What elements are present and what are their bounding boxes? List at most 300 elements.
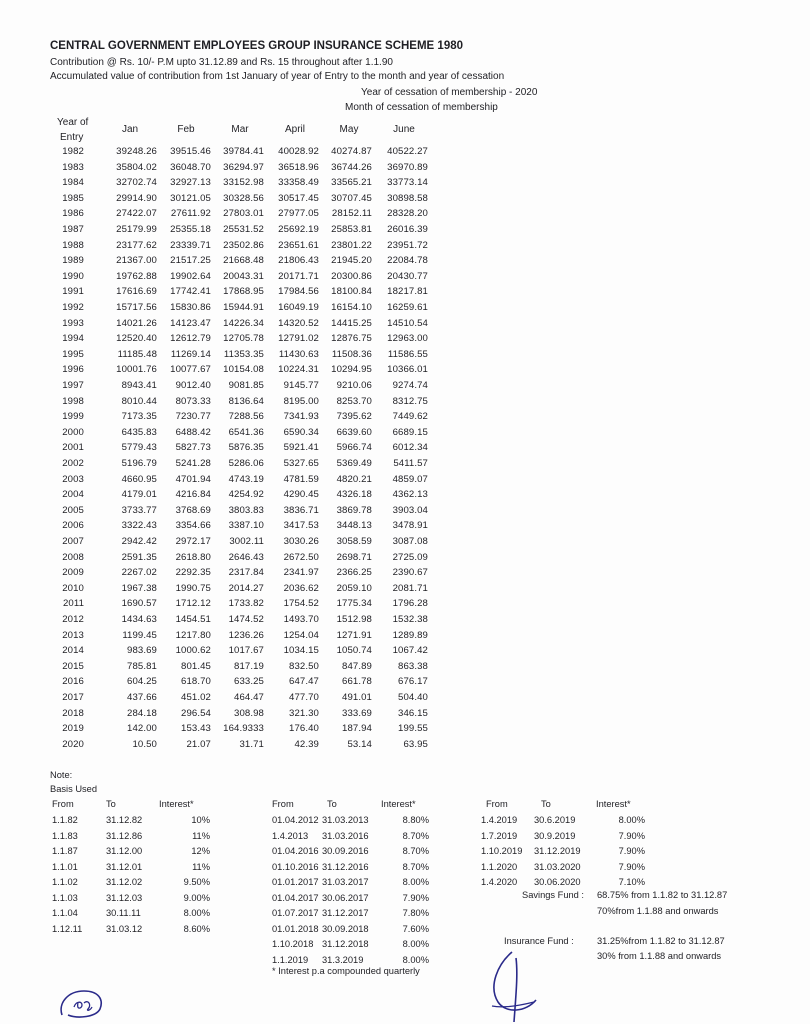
value-cell: 1712.12 xyxy=(175,598,211,610)
block2-cell: 8.00% xyxy=(402,954,429,965)
value-cell: 676.17 xyxy=(398,676,428,688)
value-cell: 284.18 xyxy=(127,707,157,719)
value-cell: 2646.43 xyxy=(228,551,264,563)
block1-cell: 31.03.12 xyxy=(106,923,143,934)
value-cell: 2390.67 xyxy=(392,567,428,579)
block2-cell: 30.09.2018 xyxy=(322,923,369,934)
entry-year-cell: 1990 xyxy=(62,270,84,282)
value-cell: 3417.53 xyxy=(283,520,319,532)
value-cell: 19902.64 xyxy=(170,270,211,282)
block2-cell: 7.90% xyxy=(402,892,429,903)
block1-cell: 1.1.87 xyxy=(52,846,78,856)
value-cell: 5876.35 xyxy=(228,442,264,454)
entry-year-cell: 2009 xyxy=(62,567,84,579)
value-cell: 39784.41 xyxy=(223,146,264,157)
value-cell: 32702.74 xyxy=(116,177,157,189)
value-cell: 1990.75 xyxy=(175,582,211,594)
value-cell: 9274.74 xyxy=(392,380,428,391)
value-cell: 12520.40 xyxy=(116,333,157,345)
block3-cell: 7.90% xyxy=(618,846,645,856)
block2-cell: 01.07.2017 xyxy=(272,908,319,918)
entry-year-cell: 1998 xyxy=(62,395,84,407)
value-cell: 1236.26 xyxy=(228,629,264,641)
value-cell: 1512.98 xyxy=(336,614,372,625)
value-cell: 12963.00 xyxy=(387,333,428,345)
value-cell: 26016.39 xyxy=(387,224,428,235)
value-cell: 333.69 xyxy=(342,707,372,719)
value-cell: 25531.52 xyxy=(223,224,264,235)
month-header: April xyxy=(284,124,305,135)
value-cell: 15830.86 xyxy=(170,302,211,313)
value-cell: 5827.73 xyxy=(175,442,211,454)
savings-fund-line1: 68.75% from 1.1.82 to 31.12.87 xyxy=(597,890,728,900)
value-cell: 3448.13 xyxy=(336,520,372,532)
entry-year-cell: 1984 xyxy=(62,177,84,189)
value-cell: 1434.63 xyxy=(121,614,157,625)
value-cell: 647.47 xyxy=(289,676,319,688)
value-cell: 847.89 xyxy=(342,660,372,672)
block1-header: Interest* xyxy=(159,799,194,809)
value-cell: 2317.84 xyxy=(228,567,264,579)
value-cell: 3387.10 xyxy=(228,520,264,532)
value-cell: 4859.07 xyxy=(392,473,428,485)
value-cell: 296.54 xyxy=(181,707,211,719)
document-title: CENTRAL GOVERNMENT EMPLOYEES GROUP INSURANCE SCHEME 1980 xyxy=(50,40,464,52)
entry-year-cell: 2002 xyxy=(62,458,84,469)
value-cell: 3058.59 xyxy=(336,536,372,547)
value-cell: 2618.80 xyxy=(175,551,211,563)
value-cell: 10366.01 xyxy=(387,364,428,376)
value-cell: 30328.56 xyxy=(223,192,264,204)
value-cell: 4179.01 xyxy=(121,489,157,501)
value-cell: 36294.97 xyxy=(223,161,264,173)
month-header: Feb xyxy=(177,124,195,135)
value-cell: 308.98 xyxy=(234,707,264,719)
block1-cell: 12% xyxy=(191,846,210,856)
value-cell: 1690.57 xyxy=(121,598,157,610)
value-cell: 3903.04 xyxy=(392,504,428,516)
month-header: Jan xyxy=(121,124,139,135)
entry-year-cell: 2000 xyxy=(62,426,84,438)
value-cell: 321.30 xyxy=(289,707,319,719)
value-cell: 477.70 xyxy=(289,692,319,703)
value-cell: 2036.62 xyxy=(283,582,319,594)
value-cell: 3087.08 xyxy=(392,536,428,547)
value-cell: 1000.62 xyxy=(175,645,211,657)
value-cell: 4216.84 xyxy=(175,489,211,501)
value-cell: 30121.05 xyxy=(170,192,211,204)
value-cell: 10077.67 xyxy=(170,364,211,376)
entry-year-cell: 1991 xyxy=(62,286,84,298)
value-cell: 25355.18 xyxy=(170,224,211,235)
value-cell: 25853.81 xyxy=(331,224,372,235)
month-header: June xyxy=(393,124,415,135)
value-cell: 3803.83 xyxy=(228,504,264,516)
savings-fund-label: Savings Fund : xyxy=(522,890,585,900)
basis-used-label: Basis Used xyxy=(50,784,98,794)
value-cell: 28152.11 xyxy=(331,208,372,220)
value-cell: 36744.26 xyxy=(331,161,372,173)
entry-year-cell: 1982 xyxy=(62,146,84,157)
value-cell: 661.78 xyxy=(342,676,372,688)
entry-year-cell: 2015 xyxy=(62,660,84,672)
value-cell: 33358.49 xyxy=(278,177,319,189)
value-cell: 5369.49 xyxy=(336,458,372,469)
value-cell: 2672.50 xyxy=(283,551,319,563)
entry-year-cell: 1994 xyxy=(62,333,84,345)
entry-year-cell: 1999 xyxy=(62,411,84,423)
value-cell: 3768.69 xyxy=(175,504,211,516)
entry-year-cell: 2004 xyxy=(62,489,84,501)
value-cell: 2972.17 xyxy=(175,536,211,547)
block1-header: To xyxy=(106,799,116,809)
value-cell: 21.07 xyxy=(186,738,211,750)
value-cell: 36970.89 xyxy=(387,161,428,173)
savings-fund-line2: 70%from 1.1.88 and onwards xyxy=(597,906,719,916)
value-cell: 11586.55 xyxy=(387,348,428,360)
entry-year-cell: 2006 xyxy=(62,520,84,532)
value-cell: 2366.25 xyxy=(336,567,372,579)
block3-cell: 1.7.2019 xyxy=(481,830,518,841)
value-cell: 17984.56 xyxy=(278,286,319,298)
value-cell: 5966.74 xyxy=(336,442,372,454)
value-cell: 15944.91 xyxy=(223,302,264,313)
value-cell: 9145.77 xyxy=(283,380,319,391)
value-cell: 42.39 xyxy=(294,738,319,750)
insurance-fund-line1: 31.25%from 1.1.82 to 31.12.87 xyxy=(597,936,725,946)
value-cell: 1532.38 xyxy=(392,614,428,625)
value-cell: 10154.08 xyxy=(223,364,264,376)
value-cell: 30898.58 xyxy=(387,192,428,204)
entry-year-cell: 2020 xyxy=(62,738,84,750)
value-cell: 6689.15 xyxy=(392,426,428,438)
block2-cell: 1.1.2019 xyxy=(272,954,309,965)
entry-year-cell: 2007 xyxy=(62,536,84,547)
value-cell: 3354.66 xyxy=(175,520,211,532)
value-cell: 4781.59 xyxy=(283,473,319,485)
value-cell: 11508.36 xyxy=(331,348,372,360)
entry-year-cell: 2018 xyxy=(62,707,84,719)
block2-cell: 1.10.2018 xyxy=(272,939,314,949)
value-cell: 1493.70 xyxy=(283,614,319,625)
value-cell: 21806.43 xyxy=(278,255,319,267)
value-cell: 23651.61 xyxy=(278,239,319,251)
value-cell: 5411.57 xyxy=(393,458,428,469)
value-cell: 22084.78 xyxy=(387,255,428,267)
block2-cell: 8.00% xyxy=(402,877,429,887)
block2-cell: 8.80% xyxy=(402,815,429,825)
block2-cell: 01.04.2012 xyxy=(272,815,319,825)
value-cell: 2698.71 xyxy=(336,551,372,563)
value-cell: 801.45 xyxy=(181,660,211,672)
value-cell: 1289.89 xyxy=(392,629,428,641)
value-cell: 20300.86 xyxy=(331,270,372,282)
block2-cell: 01.01.2017 xyxy=(272,877,319,887)
value-cell: 6488.42 xyxy=(175,426,211,438)
value-cell: 33773.14 xyxy=(387,177,428,189)
block1-cell: 8.00% xyxy=(183,908,210,918)
value-cell: 12612.79 xyxy=(170,333,211,345)
value-cell: 40274.87 xyxy=(331,146,372,157)
value-cell: 39248.26 xyxy=(116,146,157,157)
block3-cell: 30.06.2020 xyxy=(534,877,581,887)
value-cell: 8312.75 xyxy=(392,395,428,407)
value-cell: 1217.80 xyxy=(175,629,211,641)
value-cell: 5241.28 xyxy=(175,458,211,469)
block1-cell: 31.12.01 xyxy=(106,861,143,872)
block1-cell: 31.12.82 xyxy=(106,815,143,825)
handwritten-signature xyxy=(478,950,558,1024)
value-cell: 1067.42 xyxy=(392,645,428,657)
value-cell: 2059.10 xyxy=(336,582,372,594)
value-cell: 27611.92 xyxy=(170,208,211,220)
value-cell: 36518.96 xyxy=(278,161,319,173)
value-cell: 1199.45 xyxy=(122,629,157,641)
block1-cell: 31.12.02 xyxy=(106,877,143,887)
value-cell: 27422.07 xyxy=(116,208,157,220)
value-cell: 23951.72 xyxy=(387,239,428,251)
note-label: Note: xyxy=(50,770,73,780)
block1-cell: 1.1.83 xyxy=(52,830,78,841)
value-cell: 7449.62 xyxy=(392,411,428,423)
entry-year-cell: 2017 xyxy=(62,692,84,703)
value-cell: 451.02 xyxy=(181,692,211,703)
value-cell: 7173.35 xyxy=(121,411,157,423)
block1-cell: 1.1.03 xyxy=(52,892,78,903)
value-cell: 10.50 xyxy=(132,738,157,750)
month-header: Mar xyxy=(231,124,249,135)
value-cell: 28328.20 xyxy=(387,208,428,220)
value-cell: 2725.09 xyxy=(392,551,428,563)
value-cell: 2014.27 xyxy=(228,582,264,594)
block2-cell: 31.03.2017 xyxy=(322,877,369,887)
entry-year-cell: 1993 xyxy=(62,317,84,329)
block3-cell: 7.90% xyxy=(618,861,645,872)
value-cell: 164.9333 xyxy=(223,723,264,735)
value-cell: 12791.02 xyxy=(278,333,319,345)
value-cell: 9012.40 xyxy=(175,380,211,391)
value-cell: 27977.05 xyxy=(278,208,319,220)
insurance-fund-line2: 30% from 1.1.88 and onwards xyxy=(597,951,722,961)
value-cell: 4362.13 xyxy=(392,489,428,501)
value-cell: 5286.06 xyxy=(228,458,264,469)
value-cell: 1474.52 xyxy=(228,614,264,625)
value-cell: 604.25 xyxy=(127,676,157,688)
value-cell: 11353.35 xyxy=(223,348,264,360)
value-cell: 1254.04 xyxy=(283,629,319,641)
value-cell: 5779.43 xyxy=(121,442,157,454)
value-cell: 17616.69 xyxy=(116,286,157,298)
value-cell: 346.15 xyxy=(398,707,428,719)
entry-year-cell: 2010 xyxy=(62,582,84,594)
block3-header: To xyxy=(541,799,551,809)
entry-year-cell: 2001 xyxy=(62,442,84,454)
value-cell: 8136.64 xyxy=(228,395,264,407)
entry-year-cell: 2011 xyxy=(62,598,84,610)
block2-cell: 8.70% xyxy=(402,830,429,841)
value-cell: 2591.35 xyxy=(121,551,157,563)
accumulated-value-note: Accumulated value of contribution from 1st January of year of Entry to the month and year of cessation xyxy=(50,71,505,82)
value-cell: 14123.47 xyxy=(170,317,211,329)
block2-cell: 31.3.2019 xyxy=(322,954,364,965)
block2-cell: 01.01.2018 xyxy=(272,923,319,934)
value-cell: 4743.19 xyxy=(228,473,264,485)
value-cell: 1967.38 xyxy=(121,582,157,594)
value-cell: 32927.13 xyxy=(170,177,211,189)
value-cell: 6639.60 xyxy=(336,426,372,438)
value-cell: 4290.45 xyxy=(283,489,319,501)
value-cell: 20171.71 xyxy=(278,270,319,282)
value-cell: 10294.95 xyxy=(331,364,372,376)
block1-cell: 11% xyxy=(192,830,210,841)
value-cell: 7341.93 xyxy=(283,411,319,423)
value-cell: 504.40 xyxy=(398,692,428,703)
value-cell: 2292.35 xyxy=(175,567,211,579)
value-cell: 8195.00 xyxy=(283,395,319,407)
entry-year-cell: 2012 xyxy=(62,614,84,625)
value-cell: 11185.48 xyxy=(117,348,157,360)
entry-year-cell: 1989 xyxy=(62,255,84,267)
block3-cell: 7.10% xyxy=(618,877,645,887)
value-cell: 142.00 xyxy=(127,723,157,735)
value-cell: 2267.02 xyxy=(121,567,157,579)
value-cell: 14320.52 xyxy=(278,317,319,329)
block2-header: From xyxy=(272,799,294,809)
value-cell: 15717.56 xyxy=(116,302,157,313)
value-cell: 23339.71 xyxy=(170,239,211,251)
value-cell: 23801.22 xyxy=(331,239,372,251)
value-cell: 1775.34 xyxy=(336,598,372,610)
block3-cell: 30.6.2019 xyxy=(534,815,576,825)
value-cell: 199.55 xyxy=(398,723,428,735)
value-cell: 53.14 xyxy=(347,738,372,750)
value-cell: 19762.88 xyxy=(116,270,157,282)
block1-cell: 1.1.01 xyxy=(52,861,78,872)
block2-cell: 30.06.2017 xyxy=(322,892,369,903)
value-cell: 31.71 xyxy=(239,738,264,750)
value-cell: 40522.27 xyxy=(387,146,428,157)
contribution-note: Contribution @ Rs. 10/- P.M upto 31.12.89 and Rs. 15 throughout after 1.1.90 xyxy=(50,57,393,68)
block1-cell: 1.1.02 xyxy=(52,877,78,887)
value-cell: 20043.31 xyxy=(223,270,264,282)
block2-header: Interest* xyxy=(381,799,416,809)
block3-header: From xyxy=(486,799,508,809)
value-cell: 17868.95 xyxy=(223,286,264,298)
block3-header: Interest* xyxy=(596,799,631,809)
block2-cell: 30.09.2016 xyxy=(322,846,369,856)
value-cell: 20430.77 xyxy=(387,270,428,282)
value-cell: 5921.41 xyxy=(283,442,319,454)
block2-cell: 31.12.2016 xyxy=(322,861,369,872)
value-cell: 8943.41 xyxy=(121,380,157,391)
value-cell: 12876.75 xyxy=(331,333,372,345)
block2-cell: 8.70% xyxy=(402,846,429,856)
value-cell: 14226.34 xyxy=(223,317,264,329)
value-cell: 25692.19 xyxy=(278,224,319,235)
value-cell: 1017.67 xyxy=(228,645,264,657)
value-cell: 8010.44 xyxy=(121,395,157,407)
block3-cell: 30.9.2019 xyxy=(534,830,576,841)
cessation-month-heading: Month of cessation of membership xyxy=(345,102,498,113)
value-cell: 33565.21 xyxy=(331,177,372,189)
value-cell: 27803.01 xyxy=(223,208,264,220)
block3-cell: 7.90% xyxy=(618,830,645,841)
value-cell: 14510.54 xyxy=(387,317,428,329)
value-cell: 7230.77 xyxy=(175,411,211,423)
value-cell: 5196.79 xyxy=(121,458,157,469)
block3-cell: 31.12.2019 xyxy=(534,846,581,856)
block3-cell: 8.00% xyxy=(618,815,645,825)
entry-year-cell: 1985 xyxy=(62,192,84,204)
value-cell: 4820.21 xyxy=(336,473,372,485)
value-cell: 40028.92 xyxy=(278,146,319,157)
entry-year-cell: 1996 xyxy=(62,364,84,376)
value-cell: 18100.84 xyxy=(331,286,372,298)
block1-cell: 1.1.04 xyxy=(52,908,78,918)
value-cell: 983.69 xyxy=(127,645,157,657)
value-cell: 11269.14 xyxy=(170,348,211,360)
value-cell: 30517.45 xyxy=(278,192,319,204)
block2-cell: 01.04.2017 xyxy=(272,892,319,903)
insurance-fund-label: Insurance Fund : xyxy=(504,936,574,946)
value-cell: 5327.65 xyxy=(283,458,319,469)
value-cell: 17742.41 xyxy=(170,286,211,298)
value-cell: 36048.70 xyxy=(170,161,211,173)
interest-footnote: * Interest p.a compounded quarterly xyxy=(272,966,420,976)
value-cell: 18217.81 xyxy=(387,286,428,298)
value-cell: 3836.71 xyxy=(283,504,319,516)
value-cell: 618.70 xyxy=(181,676,211,688)
value-cell: 7395.62 xyxy=(336,411,372,423)
value-cell: 21668.48 xyxy=(223,255,264,267)
value-cell: 6590.34 xyxy=(283,426,319,438)
block2-cell: 01.04.2016 xyxy=(272,846,319,856)
entry-year-cell: 2005 xyxy=(62,504,84,516)
entry-year-cell: 1992 xyxy=(62,302,84,313)
value-cell: 1796.28 xyxy=(392,598,428,610)
value-cell: 3002.11 xyxy=(229,536,264,547)
value-cell: 25179.99 xyxy=(116,224,157,235)
value-cell: 63.95 xyxy=(403,738,428,750)
value-cell: 16154.10 xyxy=(331,302,372,313)
block2-cell: 31.12.2018 xyxy=(322,939,369,949)
cessation-year-heading: Year of cessation of membership - 2020 xyxy=(361,87,538,98)
entry-year-cell: 1986 xyxy=(62,208,84,220)
value-cell: 39515.46 xyxy=(170,146,211,157)
block2-cell: 8.00% xyxy=(402,939,429,949)
value-cell: 785.81 xyxy=(127,660,157,672)
entry-year-cell: 1983 xyxy=(62,161,84,173)
entry-year-cell: 2008 xyxy=(62,551,84,563)
block2-cell: 31.03.2016 xyxy=(322,830,369,841)
value-cell: 9081.85 xyxy=(228,380,264,391)
value-cell: 1754.52 xyxy=(283,598,319,610)
value-cell: 153.43 xyxy=(181,723,211,735)
value-cell: 4660.95 xyxy=(121,473,157,485)
value-cell: 21945.20 xyxy=(331,255,372,267)
value-cell: 3478.91 xyxy=(392,520,428,532)
value-cell: 6012.34 xyxy=(392,442,428,454)
entry-year-cell: 1995 xyxy=(62,348,84,360)
value-cell: 29914.90 xyxy=(116,192,157,204)
block3-cell: 31.03.2020 xyxy=(534,861,581,872)
value-cell: 817.19 xyxy=(234,660,264,672)
block1-cell: 9.50% xyxy=(183,877,210,887)
entry-year-cell: 1987 xyxy=(62,224,84,235)
value-cell: 1050.74 xyxy=(336,645,372,657)
value-cell: 14415.25 xyxy=(331,317,372,329)
value-cell: 4701.94 xyxy=(175,473,211,485)
